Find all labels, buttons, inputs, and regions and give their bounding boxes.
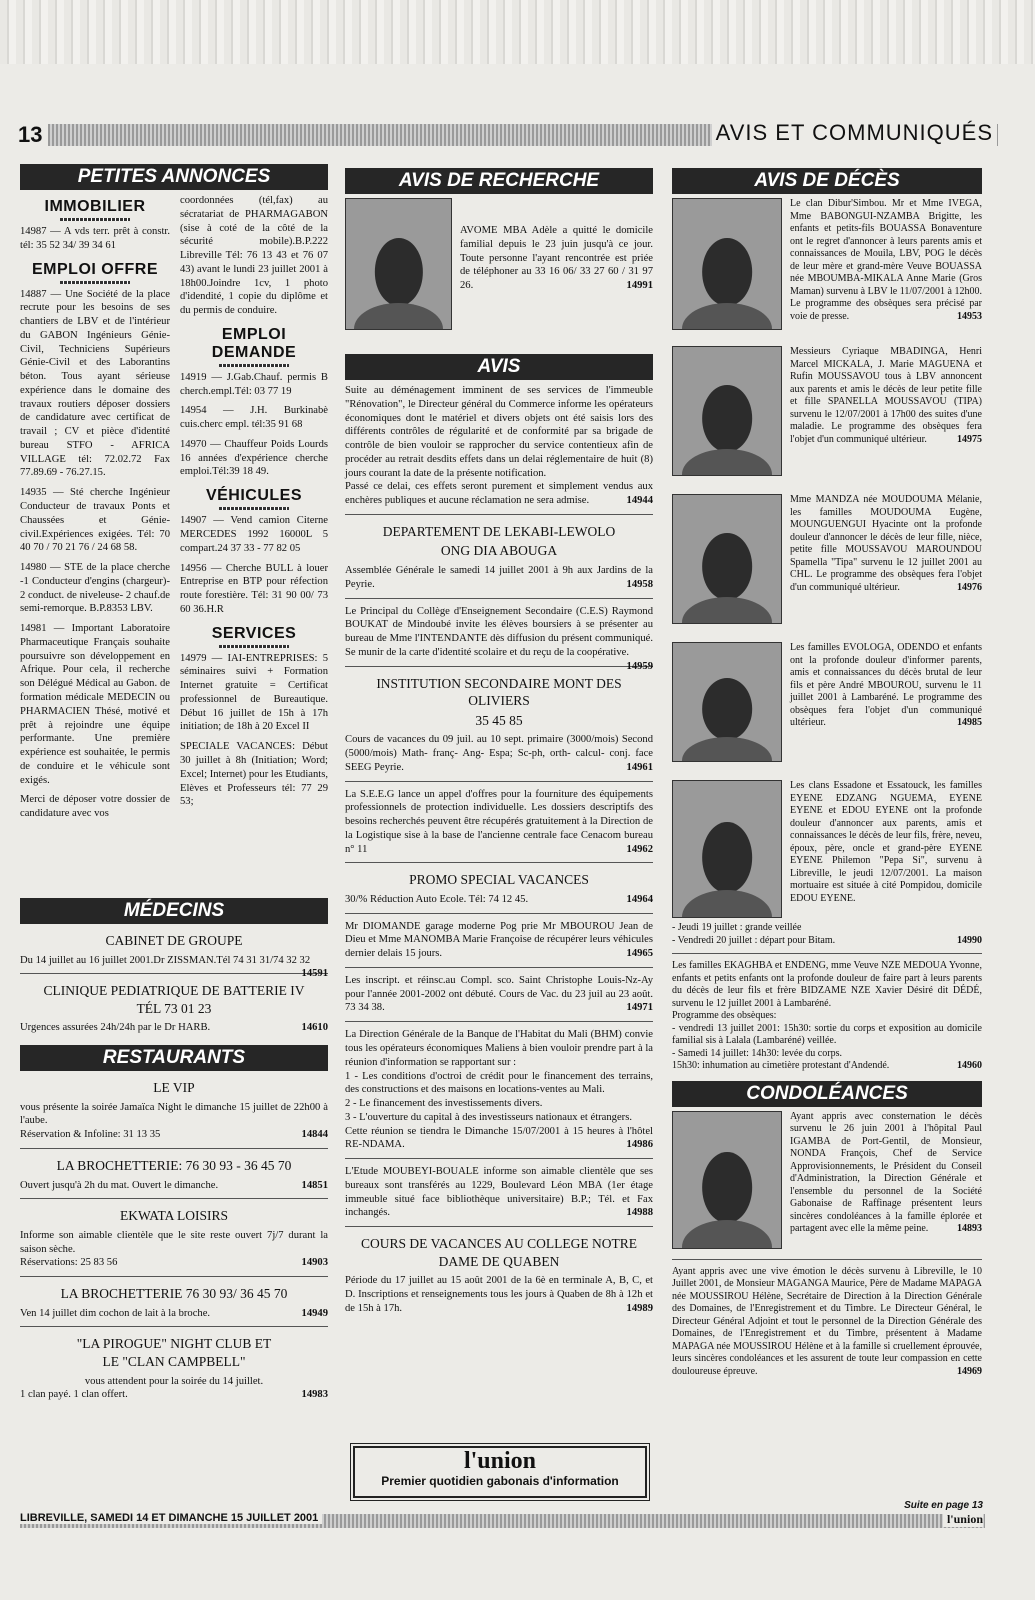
- notice-ref: 14975: [957, 433, 982, 445]
- classified-ad: SPECIALE VACANCES: Début 30 juillet à 8h (Initiation; Word; Excel; Internet) pour les Etudiants, Elèves et Professeurs tél: 77 29 53;: [180, 741, 328, 808]
- notice-heading-2: LE "CLAN CAMPBELL": [102, 1354, 246, 1370]
- notice-ref: 14851: [301, 1179, 328, 1191]
- divider: [345, 1158, 653, 1159]
- notice-list-item: 15h30: inhumation au cimetière protestant d'Andendé. 14960: [672, 1060, 982, 1071]
- notice-heading: LA BROCHETTERIE: 76 30 93 - 36 45 70: [56, 1158, 292, 1174]
- classified-ad: 14956 — Cherche BULL à louer Entreprise en BTP pour réfection route forestière. Tél: 31 90 00/ 73 60 36.H.R: [180, 562, 328, 615]
- portrait-photo: [672, 642, 782, 762]
- divider: [345, 913, 653, 914]
- notice-heading: CABINET DE GROUPE: [105, 933, 243, 948]
- notice-heading: PROMO SPECIAL VACANCES: [409, 872, 589, 888]
- footer-brand: l'union: [943, 1512, 983, 1527]
- divider: [345, 514, 653, 515]
- notice-text: vous attendent pour la soirée du 14 juillet.: [84, 1375, 264, 1387]
- notice-list-item: 1 - Les conditions d'octroi de crédit pour le financement des terrains, des constructions et des maisons en locations-ventes au Mali.: [345, 1070, 653, 1096]
- divider: [672, 953, 982, 954]
- page-number: 13: [18, 122, 43, 147]
- condoleances-notice: Ayant appris avec consternation le décès survenu le 26 juin 2001 à l'hôpital Paul IGAMBA de Port-Gentil, de Monsieur, NONDA François, Chef de Service Approvisionnements, le Président du Conseil d'Administration, la Direction Générale et l'ensemble du personnel de la Société Gabonaise de Raffinage présentent leurs sincères condoléances à la famille éplorée et partagent avec elle la même peine. 14893: [790, 1110, 982, 1234]
- notice-ref: 14990: [957, 934, 982, 946]
- portrait-photo: [672, 198, 782, 330]
- notice-heading: "LA PIROGUE" NIGHT CLUB ET: [76, 1336, 272, 1352]
- classified-ad: Merci de déposer votre dossier de candidature avec vos: [20, 794, 170, 820]
- notice-ref: 14960: [957, 1060, 982, 1071]
- condoleances-title: CONDOLÉANCES: [672, 1081, 982, 1107]
- notice-heading: EKWATA LOISIRS: [119, 1208, 229, 1224]
- heading-rule: [60, 281, 130, 284]
- divider: [345, 862, 653, 863]
- classified-ad: 14987 — A vds terr. prêt à constr. tél: 35 52 34/ 39 34 61: [20, 226, 170, 251]
- masthead-box: [353, 1446, 647, 1498]
- divider: [345, 1226, 653, 1227]
- deces-notice: Les familles EKAGHBA et ENDENG, mme Veuve NZE MEDOUA Yvonne, enfants et petits enfants ont la profonde douleur de faire part à leurs parents du décès de leur fils et frère BIDZAME NZE Xavier Désiré dit DÉDÉ, survenu le 12 juillet 2001 à Lambaréné.: [672, 960, 982, 1009]
- notice-ref: 14986: [626, 1139, 653, 1151]
- divider: [20, 1326, 328, 1327]
- notice-text: 1 clan payé. 1 clan offert. 14983: [20, 1389, 328, 1401]
- notice-list-item: - Samedi 14 juillet: 14h30: levée du corps.: [672, 1047, 842, 1059]
- notice-ref: 14962: [626, 843, 653, 855]
- avis-recherche-text: AVOME MBA Adèle a quitté le domicile familial depuis le 23 juin jusqu'à ce jour. Toute personne l'ayant rencontrée est priée de téléphoner au 33 16 06/ 33 27 60 / 31 97 26. 14991: [460, 225, 653, 292]
- notice-ref: 14959: [626, 660, 653, 672]
- notice-ref: 14949: [301, 1307, 328, 1319]
- avis-column: [345, 168, 653, 1322]
- notice-heading: LA BROCHETTERIE 76 30 93/ 36 45 70: [60, 1286, 288, 1302]
- notice-ref: 14985: [957, 717, 982, 728]
- portrait-photo: [672, 1111, 782, 1249]
- notice-heading-2: ONG DIA ABOUGA: [440, 543, 558, 559]
- notice-phone: TÉL 73 01 23: [136, 1000, 212, 1016]
- notice-text: Urgences assurées 24h/24h par le Dr HARB. 14610: [20, 1022, 328, 1034]
- notice-text: L'Etude MOUBEYI-BOUALE informe son aimable clientèle que ses bureaux sont transférés au 1229, Boulevard Léon MBA (1er étage immeuble situé face bibliothèque universitaire) B.P.; Tél. et Fax inchangés. 14988: [345, 1166, 653, 1219]
- continuation-note: Suite en page 13: [904, 1500, 983, 1511]
- notice-text: Réservation & Infoline: 31 13 35 14844: [20, 1129, 328, 1141]
- classified-ad: 14935 — Sté cherche Ingénieur Conducteur de travaux Ponts et Chaussées et Génie-civil.Expériences exigées. Tél: 70 40 70 / 70 21 76 / 24 68 58.: [20, 487, 170, 554]
- divider: [345, 598, 653, 599]
- notice-ref: 14983: [301, 1389, 328, 1401]
- notice-ref: 14958: [626, 578, 653, 590]
- classified-ad: 14979 — IAI-ENTREPRISES: 5 séminaires suivi + Formation Internet gratuite = Certificat professionnel de Bureautique. Début 16 juillet de 15h à 17h initiation; de 18h à 20 Excel II: [180, 652, 328, 733]
- classified-ad: 14970 — Chauffeur Poids Lourds 16 années d'expérience cherche emploi.Tél:39 18 49.: [180, 438, 328, 478]
- notice-text: Ouvert jusqu'à 2h du mat. Ouvert le dimanche. 14851: [20, 1179, 328, 1191]
- notice-text: 30/% Réduction Auto Ecole. Tél: 74 12 45. 14964: [345, 893, 653, 905]
- notice-heading: CLINIQUE PEDIATRIQUE DE BATTERIE IV: [43, 983, 305, 999]
- classified-ad: 14887 — Une Société de la place recrute pour les besoins de ses chantiers de LBV et de l'intérieur du GABON Ingénieurs Génie-Civil, Techniciens Supérieurs Génie-Civil et des Laborantins béton. Tous ayant sérieuse expérience dans le domaine des travaux routiers déposer dossiers de candidature avec certificat de travail ; CV et pièce d'identité bureau STFO - AFRICA VILLAGE tél: 72.02.72 Fax 77.89.69 - 76.27.15.: [20, 288, 170, 479]
- notice-text: Mr DIOMANDE garage moderne Pog prie Mr MBOUROU Jean de Dieu et Mme MANOMBA Marie Françoise de récupérer leurs véhicules dernier delais 15 jours. 14965: [345, 920, 653, 960]
- notice-list-item: - Jeudi 19 juillet : grande veillée: [672, 922, 802, 933]
- classified-ad: 14980 — STE de la place cherche -1 Conducteur d'engins (chargeur)- 2 conduct. de niveleuse- 2 chauf.de semi-remorque. B.P.8353 LBV.: [20, 562, 170, 615]
- notice-ref: 14989: [626, 1302, 653, 1314]
- avis-text: Suite au déménagement imminent de ses services de l'immeuble "Rénovation", le Directeur général du Commerce informe les opérateurs économiques dont le matériel et divers objets ont été saisis lors des différents contrôles de régularité et de conformité par sa brigade de contrôle de bien vouloir se rapprocher du service contentieux afin de procéder au retrait desdits effets dans un delai réglementaire de huit (8) jours courant la date de la présente notification.: [345, 385, 653, 479]
- notice-ref: 14893: [957, 1223, 982, 1234]
- notice-text: Réservations: 25 83 56 14903: [20, 1257, 328, 1269]
- notice-text: Ven 14 juillet dim cochon de lait à la broche. 14949: [20, 1307, 328, 1319]
- heading-rule: [60, 218, 130, 221]
- notice-heading: DEPARTEMENT DE LEKABI-LEWOLO: [382, 523, 616, 539]
- divider: [345, 967, 653, 968]
- notice-ref: 14976: [957, 581, 982, 593]
- petites-annonces-column-2: [180, 194, 328, 815]
- notice-list-item: 3 - L'ouverture du capital à des investisseurs nationaux et étrangers.: [345, 1111, 632, 1123]
- avis-text: Passé ce delai, ces effets seront purement et simplement vendus aux enchères publiques et aucune réclamation ne sera admise. 14944: [345, 481, 653, 507]
- medecins-restaurants-column: [20, 898, 328, 1408]
- petites-annonces-title: PETITES ANNONCES: [20, 164, 328, 190]
- notice-text: La S.E.E.G lance un appel d'offres pour la fourniture des équipements professionnels de protection individuelle. Les dossiers descriptifs des besoins recherchés peuvent être récupérés gratuitement à la Direction de la Logistique sise à la base de l'ancienne centrale face Cenacom bureau n° 11 14962: [345, 788, 653, 855]
- notice-heading: INSTITUTION SECONDAIRE MONT DES: [376, 675, 622, 691]
- classified-ad: 14954 — J.H. Burkinabè cuis.cherc empl. tél:35 91 68: [180, 405, 328, 431]
- notice-text: Informe son aimable clientèle que le site reste ouvert 7j/7 durant la saison sèche.: [20, 1229, 328, 1255]
- deces-notice: Mme MANDZA née MOUDOUMA Mélanie, les familles MOUDOUMA Eugène, MOUNGUENGUI Hyacinte ont la profonde douleur d'annoncer le décès de leur fille, nièce, petite fille MOUSSAVOU MAROUNDOU Spamella "Tipa" survenu le 12 juillet 2001 au CHL. Le programme des obsèques fera l'objet d'un communiqué ultérieur. 14976: [790, 494, 982, 593]
- notice-heading-2: OLIVIERS: [468, 693, 530, 709]
- notice-list-item: - Vendredi 20 juillet : départ pour Bitam. 14990: [672, 934, 982, 946]
- scan-margin: [0, 0, 1035, 64]
- section-rubric: AVIS ET COMMUNIQUÉS: [712, 120, 997, 146]
- medecins-title: MÉDECINS: [20, 898, 328, 924]
- avis-title: AVIS: [345, 354, 653, 380]
- notice-ref: 14961: [626, 761, 653, 773]
- notice-ref: 14953: [957, 310, 982, 322]
- deces-notice: Les familles EVOLOGA, ODENDO et enfants ont la profonde douleur d'informer parents, amis et connaissances du décès brutal de leur fils et père André MBOUROU, survenu le 11 juillet 2001 à Lambaréné. Le programme des obsèques fera l'objet d'un communiqué ultérieur. 14985: [790, 642, 982, 728]
- notice-list-item: 2 - Le financement des investissements divers.: [345, 1098, 543, 1110]
- divider: [345, 1021, 653, 1022]
- emploi-offre-heading: EMPLOI OFFRE: [32, 260, 158, 278]
- vehicules-heading: VÉHICULES: [205, 487, 303, 505]
- notice-ref: 14844: [301, 1129, 328, 1141]
- notice-text: Cours de vacances du 09 juil. au 10 sept. primaire (3000/mois) Second (5000/mois) Math- franç- Ang- Espa; Sc-ph, orth- calcul- conj. face SEEG Peyrie. 14961: [345, 734, 653, 773]
- notice-ref: 14988: [626, 1207, 653, 1219]
- classified-ad: 14907 — Vend camion Citerne MERCEDES 1992 16000L 5 compart.24 37 33 - 77 82 05: [180, 515, 328, 554]
- notice-ref: 14969: [957, 1365, 982, 1377]
- deces-notice: Le clan Dibur'Simbou. Mr et Mme IVEGA, Mme BABONGUI-NZAMBA Brigitte, les enfants et petits-fils BOUASSA Bonaventure ont le regret d'annoncer à leurs parents amis et connaissances de Mouila, LBV, POG le décès de leur mère et grand-mère Veuve BOUASSA née MBOUMBA-MIKALA Anne Marie (Gros Maman) survenu à LBV le 11/07/2001 à 12h00. Le programme des obsèques sera précisé par voie de presse. 14953: [790, 198, 982, 322]
- emploi-demande-heading: EMPLOI DEMANDE: [211, 325, 297, 361]
- masthead-tagline: Premier quotidien gabonais d'information: [381, 1474, 619, 1488]
- notice-list-item: - vendredi 13 juillet 2001: 15h30: sortie du corps et exposition au domicile familial sis à Lalala (Lambaréné) veillée.: [672, 1022, 982, 1046]
- divider: [345, 666, 653, 667]
- divider: [20, 973, 328, 974]
- portrait-photo: [672, 780, 782, 918]
- notice-text: Le Principal du Collège d'Enseignement Secondaire (C.E.S) Raymond BOUKAT de Mindoubé invite les élèves boursiers à se présenter au bureau de Mme l'INTENDANTE dès diffusion du présent communiqué. Se munir de la carte d'identité scolaire et du reçu de la coopérative. 14959: [345, 605, 653, 672]
- avis-recherche-title: AVIS DE RECHERCHE: [345, 168, 653, 194]
- notice-ref: 14944: [626, 495, 653, 507]
- portrait-photo: [672, 346, 782, 476]
- notice-ref: 14903: [301, 1257, 328, 1269]
- immobilier-heading: IMMOBILIER: [44, 198, 146, 215]
- notice-text: Du 14 juillet au 16 juillet 2001.Dr ZISSMAN.Tél 74 31 31/74 32 32 14591: [20, 954, 328, 980]
- heading-rule: [219, 507, 289, 510]
- notice-ref: 14591: [301, 968, 328, 980]
- restaurants-title: RESTAURANTS: [20, 1045, 328, 1071]
- notice-phone: 35 45 85: [475, 712, 523, 728]
- divider: [20, 1148, 328, 1149]
- divider: [20, 1276, 328, 1277]
- notice-ref: 14971: [626, 1002, 653, 1014]
- divider: [20, 1198, 328, 1199]
- classified-ad: 14919 — J.Gab.Chauf. permis B cherch.empl.Tél: 03 77 19: [180, 371, 328, 397]
- deces-column: [672, 168, 982, 1384]
- avis-deces-title: AVIS DE DÉCÈS: [672, 168, 982, 194]
- portrait-photo: [672, 494, 782, 624]
- deces-notice: Messieurs Cyriaque MBADINGA, Henri Marcel MICKALA, J. Marie MAGUENA et Rufin MOUSSAVOU tous à LBV annoncent aux parents et amis le décès de leur petite fille et fille SPANELLA MOUSSAVOU (TIPA) survenu le 12/07/2001 à 17h00 des suites d'une maladie. Le programme des obsèques fera l'objet d'un communiqué ultérieur. 14975: [790, 346, 982, 445]
- notice-text: Période du 17 juillet au 15 août 2001 de la 6è en terminale A, B, C, et D. Inscriptions et renseignements tous les jours à Quaben de 8h à 12h et de 15h à 17h. 14989: [345, 1275, 653, 1314]
- services-heading: SERVICES: [211, 624, 297, 642]
- classified-ad: 14981 — Important Laboratoire Pharmaceutique Français souhaite poursuivre son développement en Afrique. Pour cela, il recherche son Délégué Médical au Gabon. de formation médicale MEDECIN ou PHARMACIEN Thésé, motivé et prêt à rejoindre une équipe performante. Une première expérience est souhaitée, le permis de conduire et le véhicule sont exigés.: [20, 623, 170, 786]
- notice-text: Cette réunion se tiendra le Dimanche 15/07/2001 à 15 heures à l'hôtel RE-NDAMA. 14986: [345, 1125, 653, 1151]
- notice-text: Les inscript. et réinsc.au Compl. sco. Saint Christophe Louis-Nz-Ay pour l'année 2001-2002 ont débuté. Cours de Vac. du 23 juil au 23 août. 73 34 38. 14971: [345, 974, 653, 1014]
- notice-ref: 14964: [626, 893, 653, 905]
- masthead-logo: l'union: [463, 1448, 537, 1474]
- footer-date: LIBREVILLE, SAMEDI 14 ET DIMANCHE 15 JUILLET 2001: [20, 1512, 322, 1524]
- notice-ref: 14610: [301, 1022, 328, 1034]
- notice-heading: COURS DE VACANCES AU COLLEGE NOTRE: [361, 1236, 637, 1252]
- notice-ref: 14965: [626, 948, 653, 960]
- divider: [672, 1259, 982, 1260]
- heading-rule: [219, 645, 289, 648]
- notice-text: La Direction Générale de la Banque de l'Habitat du Mali (BHM) convie tous les opérateurs économiques Maliens à bien vouloir prendre part à la réunion d'information se rapportant sur :: [345, 1029, 653, 1068]
- notice-text: Assemblée Générale le samedi 14 juillet 2001 à 9h aux Jardins de la Peyrie. 14958: [345, 564, 653, 590]
- heading-rule: [219, 364, 289, 367]
- classified-continuation: coordonnées (tél,fax) au sécratariat de PHARMAGABON (sise à coté de la côté de la sécurité mobile).B.P.222 Libreville Tél: 76 13 43 et 76 07 43) avant le lundi 23 juillet 2001 à 18h00.Joindre 1cv, 1 photo d'idendité, 1 copie du diplôme et du permis de conduire.: [180, 195, 328, 317]
- notice-list-item: Programme des obsèques:: [672, 1010, 777, 1021]
- notice-heading-2: DAME DE QUABEN: [438, 1253, 560, 1269]
- divider: [345, 781, 653, 782]
- notice-ref: 14991: [626, 280, 653, 292]
- notice-text: vous présente la soirée Jamaïca Night le dimanche 15 juillet de 22h00 à l'aube.: [20, 1101, 328, 1127]
- missing-person-photo: [345, 198, 452, 330]
- condoleances-notice: Ayant appris avec une vive émotion le décès survenu à Libreville, le 10 Juillet 2001, de Monsieur MAGANGA Maurice, Père de Madame MAPAGA née MOUSSIROU Hélène, Secrétaire de Direction à la Direction Générale des Domaines, de l'Enregistrement et du Timbre. Le Directeur Général, le Directeur Général Adjoint et tout le personnel de la Direction Générale des Domaines, de l'Enregistrement et du Timbre, présentent à Madame MAPAGA née MOUSSIROU Hélène et à la famille si cruellement éprouvée, leurs sincères condoléances et les assurent de toute leur compassion en cette douloureuse épreuve. 14969: [672, 1265, 982, 1377]
- notice-heading: LE VIP: [153, 1080, 195, 1096]
- deces-notice: Les clans Essadone et Essatouck, les familles EYENE EDZANG NGUEMA, EYENE EYENE et EDOU EYENE ont la profonde douleur d'annoncer aux parents, amis et connaissances le décès de leur fils, frère, neveu, époux, père, oncle et grand-père EYENE EYENE Philemon "Pepa Si", survenu à Libreville, le jeudi 12/07/2001. La maison mortuaire est située à cité Pompidou, domicile EDOU EYENE.: [790, 780, 982, 904]
